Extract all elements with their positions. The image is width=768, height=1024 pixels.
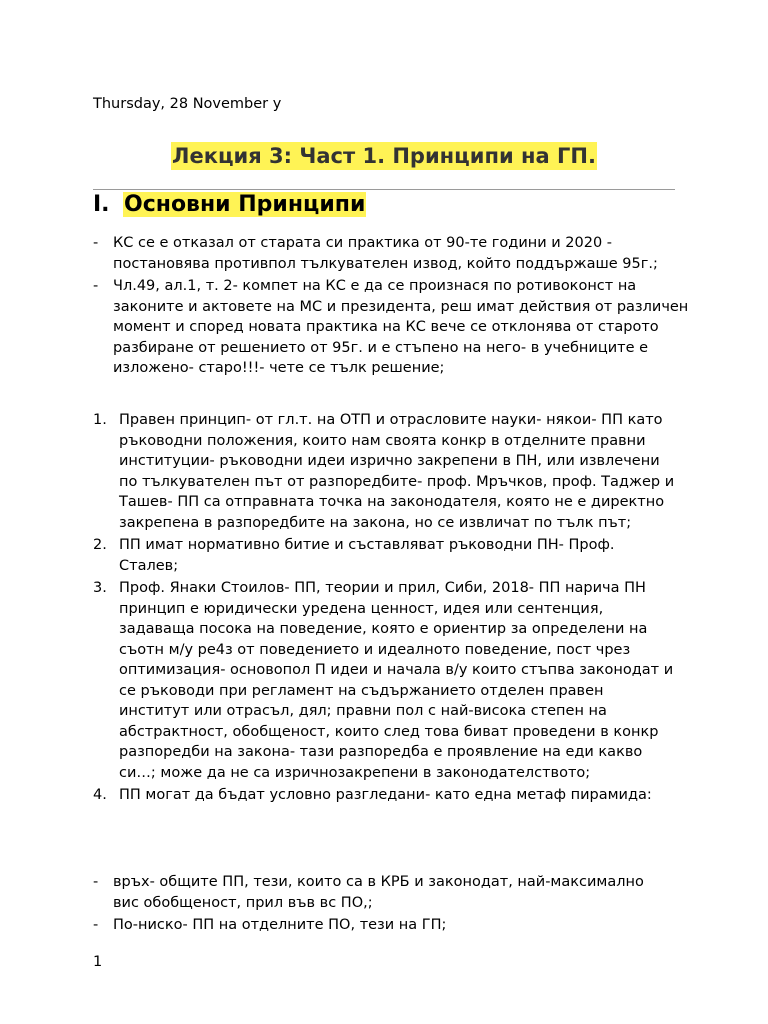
list-item bbox=[93, 410, 678, 533]
list-item-text: връх- общите ПП, тези, които са в КРБ и законодат, най-максимално вис обобщеност, прил във вс ПО,; bbox=[113, 874, 644, 911]
numbered-list bbox=[93, 410, 678, 808]
list-item bbox=[93, 578, 678, 783]
bullet-marker: - bbox=[93, 917, 99, 933]
list-item bbox=[93, 872, 673, 913]
bullet-list-top bbox=[93, 233, 693, 381]
list-item-text: Чл.49, ал.1, т. 2- компет на КС е да се произнася по ротивоконст на законите и актовете на МС и президента, реш имат действия от различен момент и според новата практика на КС вече се отклонява от старото разбиране от решението от 95г. и е стъпено на него- в учебниците е изложено- старо!!!- чете се тълк решение; bbox=[113, 278, 689, 376]
number-marker: 1. bbox=[93, 412, 107, 428]
bullet-list-bottom bbox=[93, 872, 673, 938]
bullet-marker: - bbox=[93, 874, 99, 890]
title-container bbox=[0, 142, 768, 170]
page-title: Лекция 3: Част 1. Принципи на ГП. bbox=[172, 144, 596, 168]
list-item-text: ПП имат нормативно битие и съставляват ръководни ПН- Проф. Сталев; bbox=[119, 537, 615, 574]
bullet-marker: - bbox=[93, 278, 99, 294]
page-date: Thursday, 28 November y bbox=[93, 96, 282, 112]
page-number: 1 bbox=[93, 954, 103, 970]
list-item-text: КС се е отказал от старата си практика от 90-те години и 2020 - постановява противпол тълкувателен извод, който поддържаше 95г.; bbox=[113, 235, 658, 272]
number-marker: 2. bbox=[93, 537, 107, 553]
section-heading bbox=[93, 190, 366, 220]
list-item-text: По-ниско- ПП на отделните ПО, тези на ГП; bbox=[113, 917, 447, 933]
list-item bbox=[93, 915, 673, 936]
bullet-marker: - bbox=[93, 235, 99, 251]
number-marker: 4. bbox=[93, 787, 107, 803]
list-item bbox=[93, 233, 693, 274]
list-item-text: ПП могат да бъдат условно разгледани- като една метаф пирамида: bbox=[119, 787, 652, 803]
list-item bbox=[93, 276, 693, 379]
number-marker: 3. bbox=[93, 580, 107, 596]
section-number: I. bbox=[93, 192, 110, 217]
list-item-text: Проф. Янаки Стоилов- ПП, теории и прил, Сиби, 2018- ПП нарича ПН принцип е юридически уредена ценност, идея или сентенция, задаваща посока на поведение, която е ориентир за определени на съотн м/у ре4з от поведението и идеалното поведение, пост чрез оптимизация- основопол П идеи и начала в/у които стъпва законодат и се ръководи при регламент на съдържанието отделен правен институт или отрасъл, дял; правни пол с най-висока степен на абстрактност, обобщеност, които след това биват проведени в конкр разпоредби на закона- тази разпоредба е проявление на еди какво си…; може да не са изричнозакрепени в законодателството; bbox=[119, 580, 674, 781]
list-item bbox=[93, 535, 678, 576]
list-item-text: Правен принцип- от гл.т. на ОТП и отрасловите науки- някои- ПП като ръководни положения, които нам своята конкр в отделните правни институции- ръководни идеи изрично закрепени в ПН, или извлечени по тълкувателен път от разпоредбите- проф. Мръчков, проф. Таджер и Ташев- ПП са отправната точка на законодателя, която не е директно закрепена в разпоредбите на закона, но се извличат по тълк път; bbox=[119, 412, 675, 531]
section-title: Основни Принципи bbox=[124, 192, 366, 217]
list-item bbox=[93, 785, 678, 806]
